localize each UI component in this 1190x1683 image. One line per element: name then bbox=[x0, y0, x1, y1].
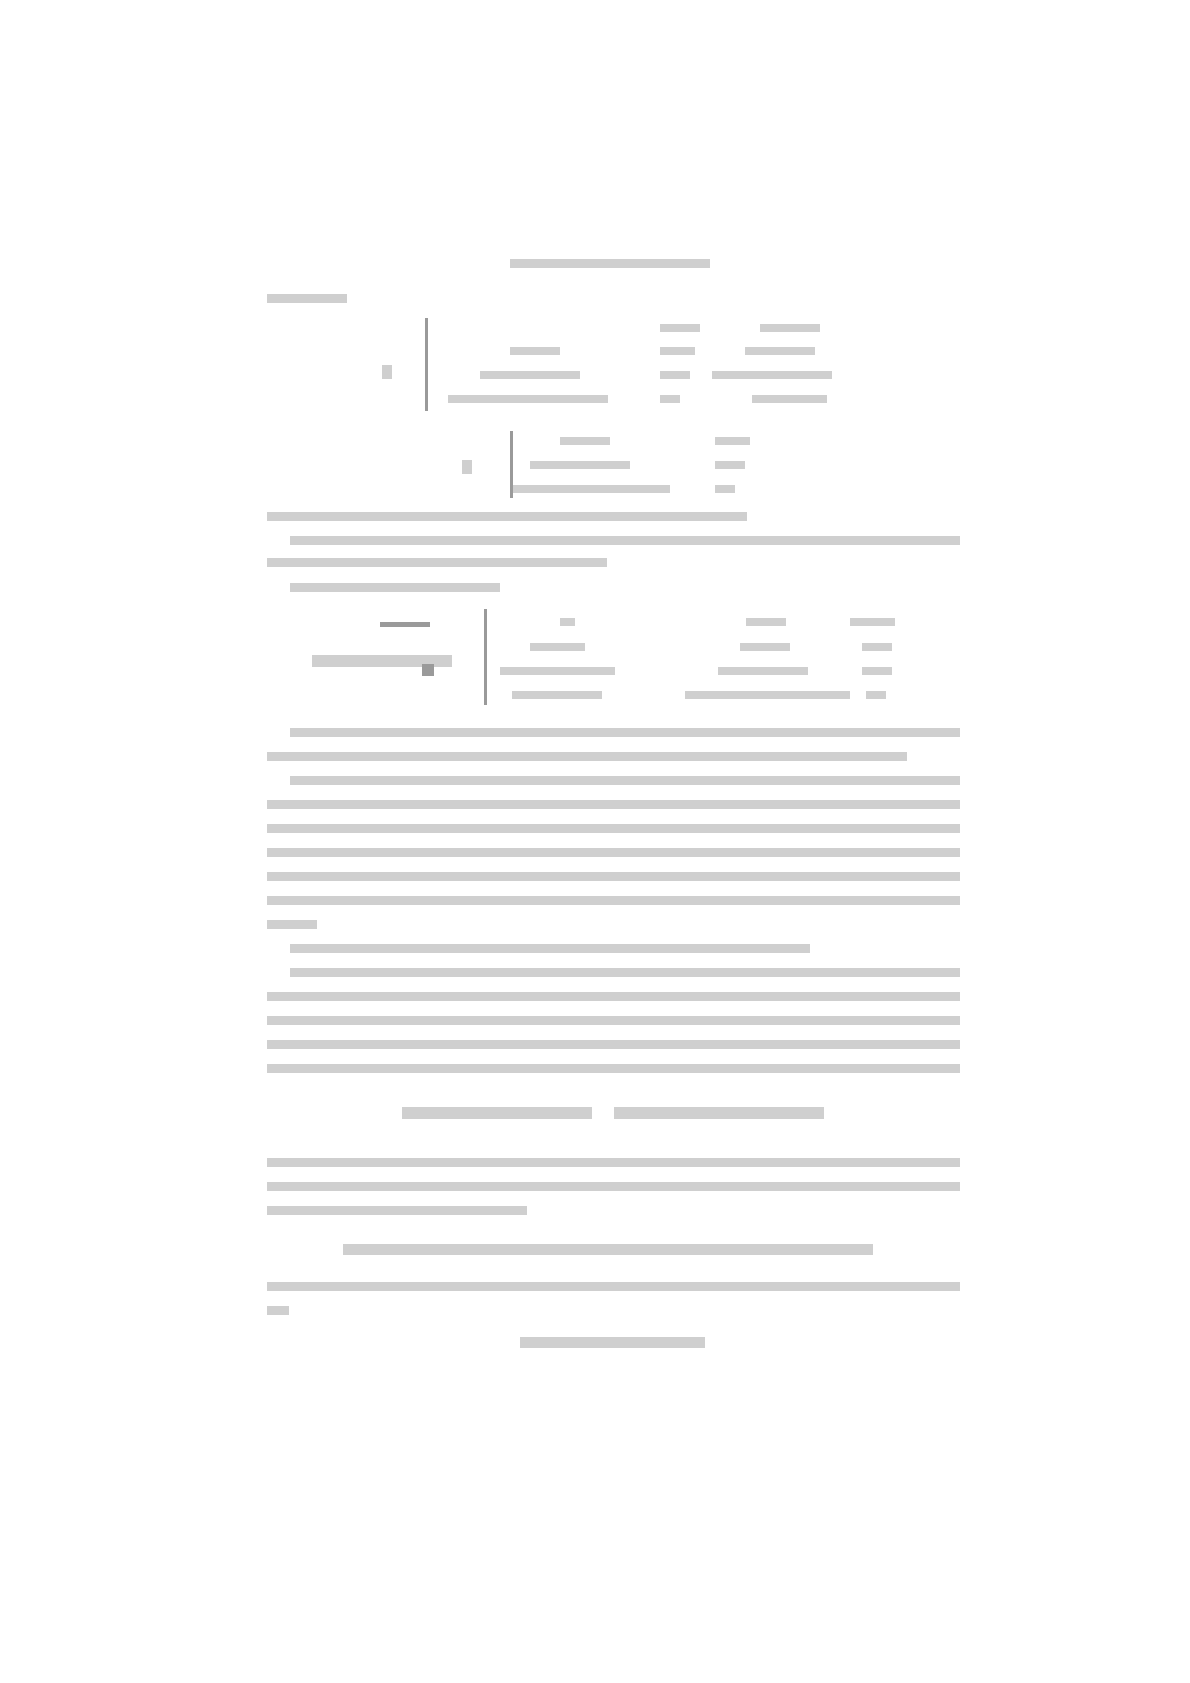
paragraph-line bbox=[267, 294, 347, 303]
matrix-cell bbox=[685, 691, 850, 699]
paragraph-line bbox=[290, 583, 500, 592]
matrix-cell bbox=[660, 324, 700, 332]
matrix-cell bbox=[500, 667, 615, 675]
paragraph-line bbox=[290, 776, 960, 785]
matrix-bracket bbox=[510, 431, 513, 498]
matrix-cell bbox=[850, 618, 895, 626]
matrix-cell bbox=[510, 485, 670, 493]
matrix-bracket bbox=[484, 609, 487, 705]
equation-line-3 bbox=[614, 1107, 824, 1119]
matrix-cell bbox=[510, 347, 560, 355]
matrix-cell bbox=[660, 347, 695, 355]
paragraph-line bbox=[267, 1158, 960, 1167]
matrix-cell bbox=[660, 395, 680, 403]
paragraph-line bbox=[267, 1306, 289, 1315]
paragraph-line bbox=[267, 1282, 960, 1291]
matrix-cell bbox=[660, 371, 690, 379]
matrix-cell bbox=[760, 324, 820, 332]
equation-line-5 bbox=[520, 1337, 705, 1348]
matrix-mark bbox=[422, 664, 434, 676]
paragraph-line bbox=[267, 1040, 960, 1049]
paragraph-line bbox=[267, 872, 960, 881]
matrix-cell bbox=[862, 667, 892, 675]
matrix-cell bbox=[715, 461, 745, 469]
matrix-cell bbox=[866, 691, 886, 699]
matrix-cell bbox=[712, 371, 832, 379]
paragraph-line bbox=[267, 558, 607, 567]
matrix-bar bbox=[380, 622, 430, 627]
paragraph-line bbox=[290, 536, 960, 545]
paragraph-line bbox=[267, 920, 317, 929]
paragraph-line bbox=[290, 944, 810, 953]
paragraph-line bbox=[267, 824, 960, 833]
paragraph-line bbox=[267, 1064, 960, 1073]
matrix-cell bbox=[512, 691, 602, 699]
paragraph-line bbox=[267, 800, 960, 809]
matrix-cell bbox=[480, 371, 580, 379]
paragraph-line bbox=[267, 1016, 960, 1025]
matrix-cell bbox=[530, 461, 630, 469]
paragraph-line bbox=[267, 992, 960, 1001]
paragraph-line bbox=[267, 1206, 527, 1215]
matrix-lhs-1 bbox=[382, 365, 392, 379]
matrix-cell bbox=[715, 485, 735, 493]
matrix-lhs-2 bbox=[462, 460, 472, 474]
equation-line-4 bbox=[343, 1244, 873, 1255]
matrix-cell bbox=[560, 618, 575, 626]
matrix-cell bbox=[752, 395, 827, 403]
matrix-cell bbox=[530, 643, 585, 651]
matrix-cell bbox=[746, 618, 786, 626]
matrix-bracket bbox=[425, 318, 428, 411]
matrix-cell bbox=[740, 643, 790, 651]
equation-line-2 bbox=[402, 1107, 592, 1119]
matrix-cell bbox=[448, 395, 608, 403]
page-number bbox=[605, 1395, 615, 1411]
paragraph-line bbox=[267, 848, 960, 857]
matrix-cell bbox=[745, 347, 815, 355]
matrix-cell bbox=[715, 437, 750, 445]
equation-line-1 bbox=[510, 259, 710, 268]
paragraph-line bbox=[267, 752, 907, 761]
matrix-cell bbox=[718, 667, 808, 675]
matrix-cell bbox=[862, 643, 892, 651]
paragraph-line bbox=[267, 1182, 960, 1191]
paragraph-line bbox=[290, 968, 960, 977]
paragraph-line bbox=[267, 896, 960, 905]
paragraph-line bbox=[267, 512, 747, 521]
paragraph-line bbox=[290, 728, 960, 737]
matrix-cell bbox=[560, 437, 610, 445]
